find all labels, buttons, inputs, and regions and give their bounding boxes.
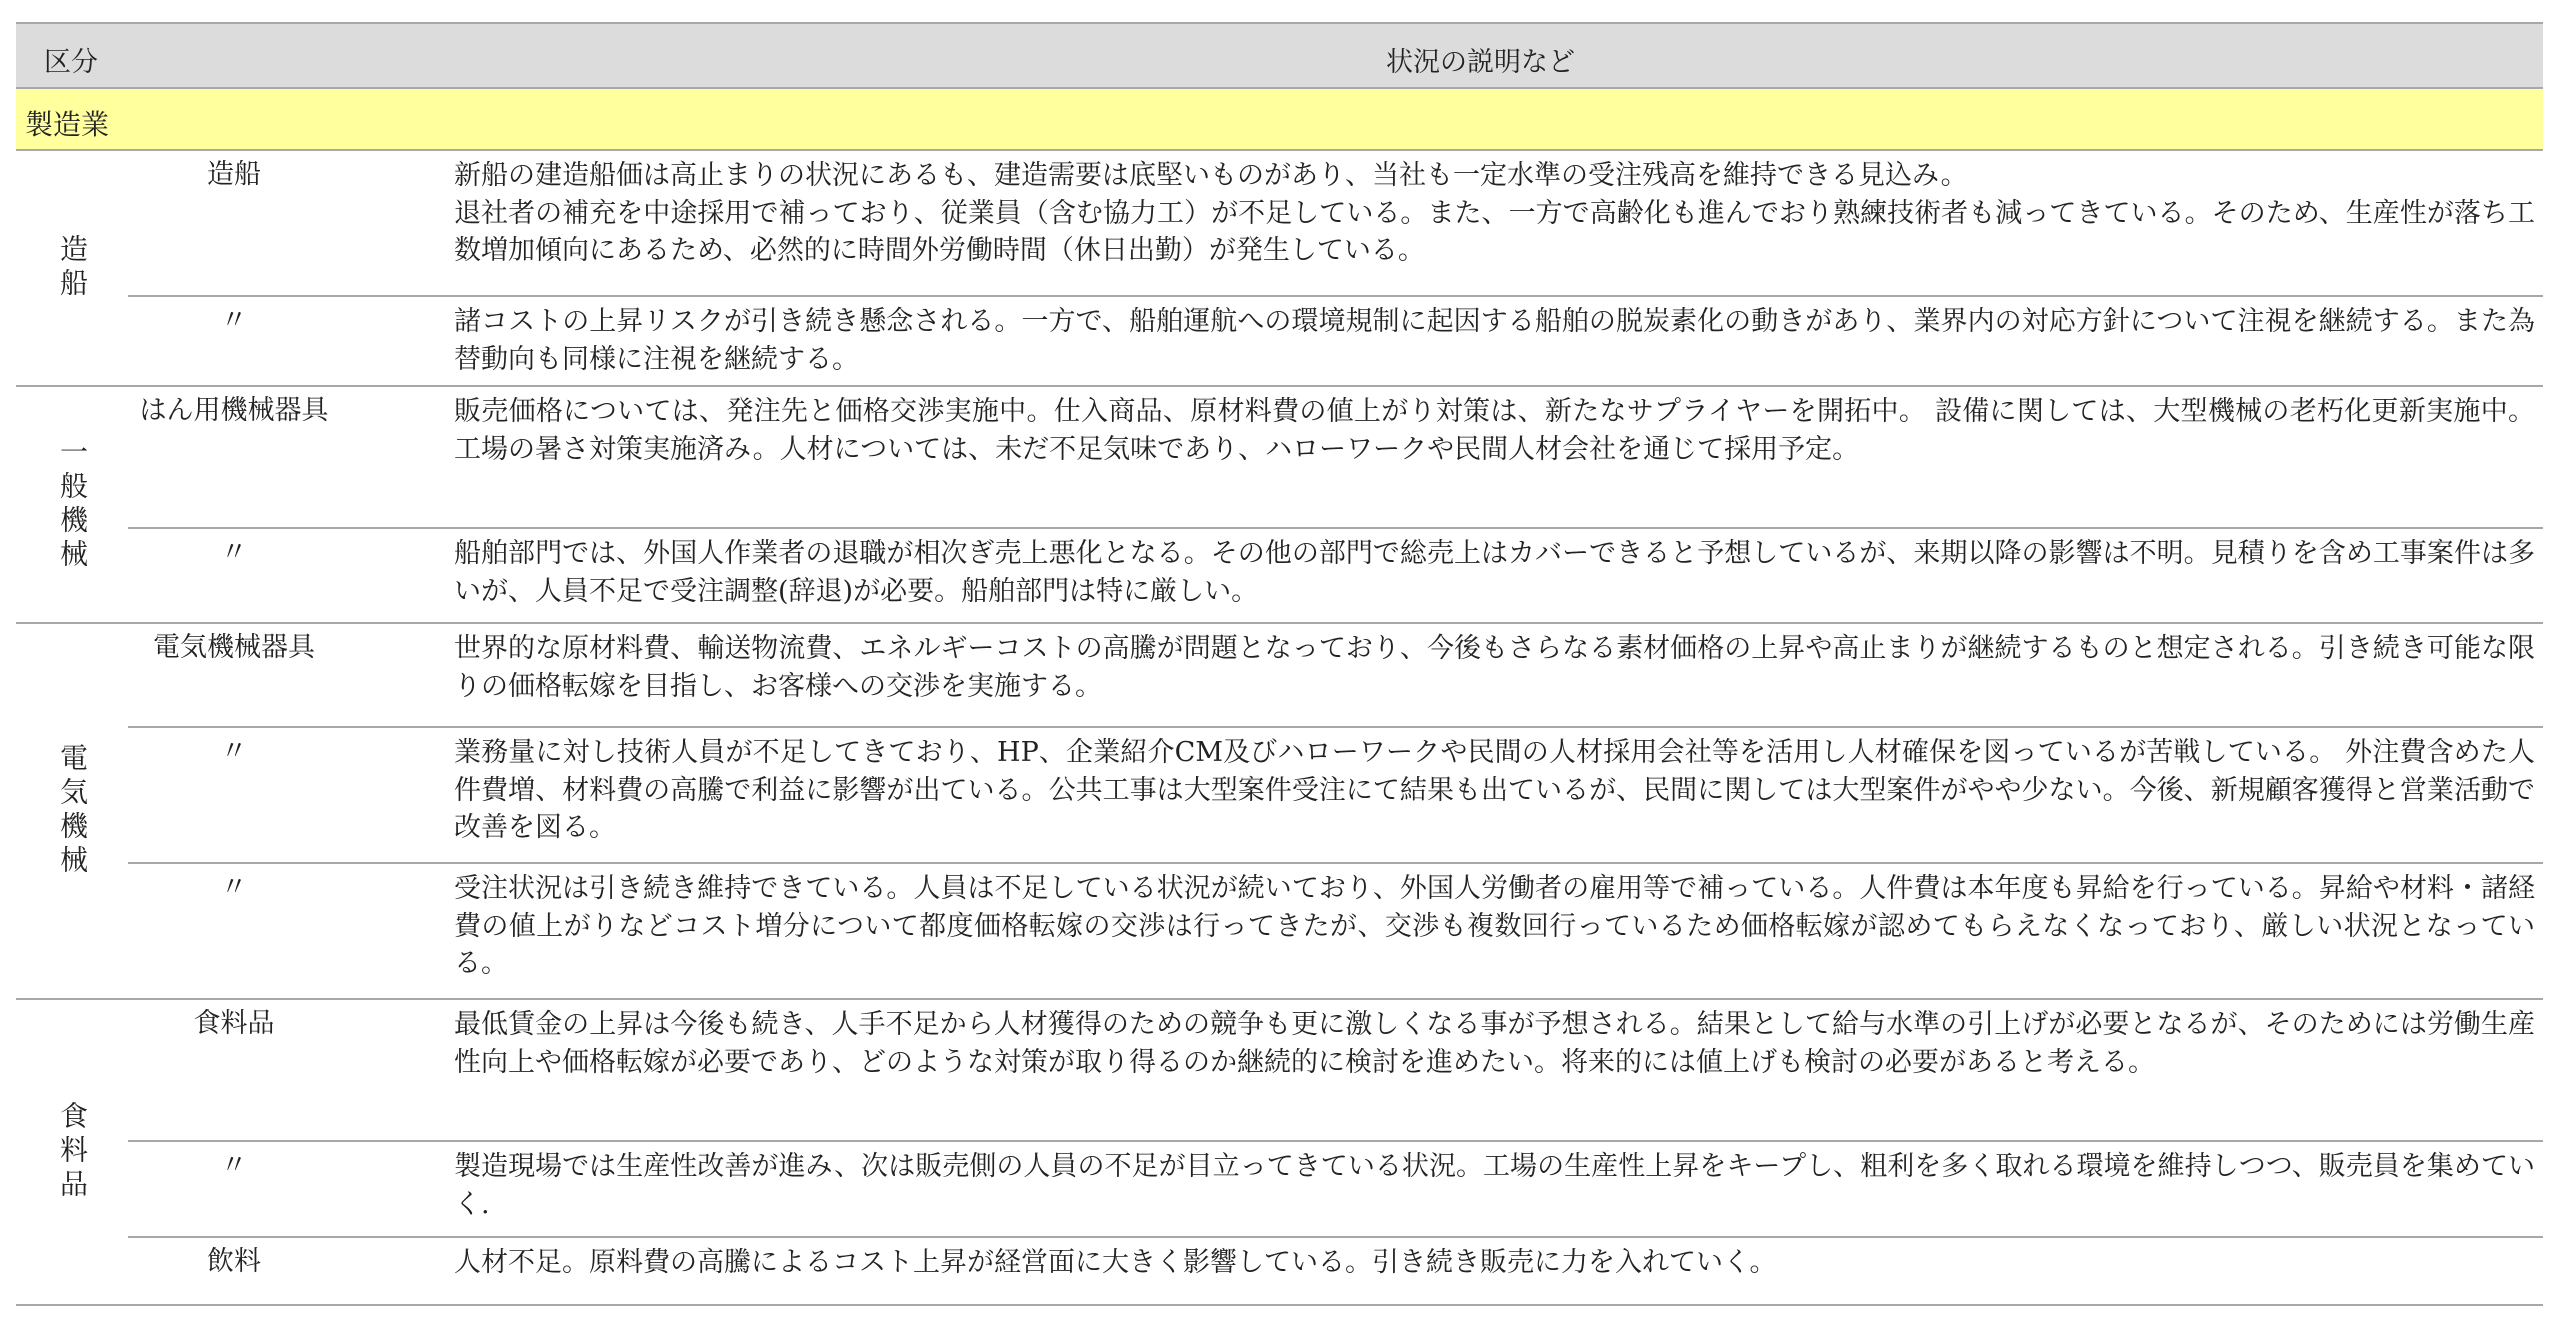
group-general-machinery [16,387,2543,624]
table-row [128,295,2543,385]
row-category: 〃 [220,305,248,336]
table-row [128,726,2543,862]
table-row [128,862,2543,998]
table-header [16,22,2543,89]
group-electrical-machinery [16,624,2543,1000]
header-kubun: 区分 [44,47,98,78]
group-food-products [16,1000,2543,1306]
row-category: 造船 [207,159,261,190]
group-label: 食料品 [56,1101,89,1203]
table-row [128,527,2543,622]
table-row [16,1000,2543,1140]
row-description: 人材不足。原料費の高騰によるコスト上昇が経営面に大きく影響している。引き続き販売に力を入れていく。 [454,1247,1777,1278]
situation-table [16,22,2543,1306]
row-category: はん用機械器具 [139,395,329,426]
row-description: 最低賃金の上昇は今後も続き、人手不足から人材獲得のための競争も更に激しくなる事が予想される。結果として給与水準の引上げが必要となるが、そのためには労働生産性向上や価格転嫁が必要であり、どのような対策が取り得るのか継続的に検討を進めたい。将来的には値上げも検討の必要があると考える。 [454,1009,2535,1078]
row-description: 製造現場では生産性改善が進み、次は販売側の人員の不足が目立ってきている状況。工場の生産性上昇をキープし、粗利を多く取れる環境を維持しつつ、販売員を集めていく. [454,1151,2535,1220]
row-description: 新船の建造船価は高止まりの状況にあるも、建造需要は底堅いものがあり、当社も一定水準の受注残高を維持できる見込み。 退社者の補充を中途採用で補っており、従業員（含む協力工）が不足している。また、一方で高齢化も進んでおり熟練技術者も減ってきている。そのため、生産性が落ち工数増加傾向にあるため、必然的に時間外労働時間（休日出勤）が発生している。 [454,160,2535,266]
section-label: 製造業 [25,108,110,141]
table-row [128,1140,2543,1236]
row-description: 業務量に対し技術人員が不足してきており、HP、企業紹介CM及びハローワークや民間の人材採用会社等を活用し人材確保を図っているが苦戦している。 外注費含めた人件費増、材料費の高騰で利益に影響が出ている。公共工事は大型案件受注にて結果も出ているが、民間に関しては大型案件がやや少ない。今後、新規顧客獲得と営業活動で改善を図る。 [454,737,2535,843]
group-label: 造船 [56,234,89,302]
group-label: 電気機械 [56,743,89,879]
section-manufacturing [16,89,2543,151]
table-row [128,1236,2543,1304]
table-row [16,387,2543,527]
row-description: 販売価格については、発注先と価格交渉実施中。仕入商品、原材料費の値上がり対策は、新たなサプライヤーを開拓中。 設備に関しては、大型機械の老朽化更新実施中。工場の暑さ対策実施済み。人材については、未だ不足気味であり、ハローワークや民間人材会社を通じて採用予定。 [454,396,2535,465]
row-category: 電気機械器具 [153,632,315,663]
row-category: 食料品 [193,1008,275,1039]
group-shipbuilding [16,151,2543,387]
group-label: 一般機械 [56,436,89,573]
row-description: 諸コストの上昇リスクが引き続き懸念される。一方で、船舶運航への環境規制に起因する船舶の脱炭素化の動きがあり、業界内の対応方針について注視を継続する。また為替動向も同様に注視を継続する。 [454,306,2535,375]
table-row [16,624,2543,726]
row-description: 世界的な原材料費、輸送物流費、エネルギーコストの高騰が問題となっており、今後もさらなる素材価格の上昇や高止まりが継続するものと想定される。引き続き可能な限りの価格転嫁を目指し、お客様への交渉を実施する。 [454,633,2535,702]
row-category: 〃 [220,537,248,568]
row-description: 船舶部門では、外国人作業者の退職が相次ぎ売上悪化となる。その他の部門で総売上はカバーできると予想しているが、来期以降の影響は不明。見積りを含め工事案件は多いが、人員不足で受注調整(辞退)が必要。船舶部門は特に厳しい。 [454,538,2535,607]
row-category: 飲料 [207,1246,261,1277]
row-category: 〃 [220,872,248,903]
header-description: 状況の説明など [1386,47,1575,78]
table-row [16,151,2543,295]
row-category: 〃 [220,1150,248,1181]
row-description: 受注状況は引き続き維持できている。人員は不足している状況が続いており、外国人労働者の雇用等で補っている。人件費は本年度も昇給を行っている。昇給や材料・諸経費の値上がりなどコスト増分について都度価格転嫁の交渉は行ってきたが、交渉も複数回行っているため価格転嫁が認めてもらえなくなっており、厳しい状況となっている。 [454,873,2535,979]
row-category: 〃 [220,736,248,767]
